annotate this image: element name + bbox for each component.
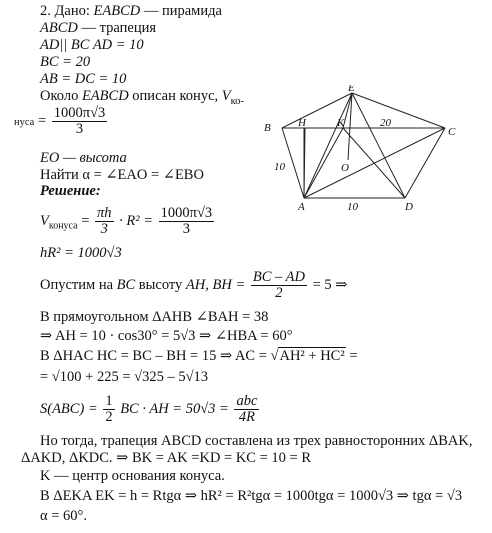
- given-line-7: нуса = $\frac{1000\pi√3}{3}$: [14, 105, 106, 137]
- ah-line: Опустим на BC высоту AH, BH = $\frac{BC - AD}{2}$ = 5 ⇒: [40, 269, 348, 301]
- hr-equation: hR² = 1000√3: [40, 245, 122, 261]
- ah-calc: ⇒ AH = 10 · cos30° = 5√3 ⇒ ∠HBA = 60°: [40, 328, 293, 344]
- given-line-8: EO — высота: [40, 150, 127, 166]
- given-line-2: ABCD — трапеция: [40, 20, 157, 36]
- conclusion-5: α = 60°.: [40, 508, 87, 524]
- segment-ak: [304, 128, 343, 198]
- edge-ec: [352, 93, 445, 128]
- label-ad-length: 10: [347, 201, 358, 210]
- conclusion-3: K — центр основания конуса.: [40, 468, 225, 484]
- conclusion-4: В ΔEKA EK = h = Rtgα ⇒ hR² = R²tgα = 1000tgα = 1000√3 ⇒ tgα = √3: [40, 488, 463, 504]
- conclusion-2: ΔAKD, ΔKDC. ⇒ BK = AK =KD = KC = 10 = R: [21, 450, 312, 466]
- given-line-6: Около EABCD описан конус, $V_{ко-}$: [40, 88, 244, 107]
- segment-kd: [343, 128, 405, 198]
- pyramid-figure: [260, 85, 490, 210]
- label-k: K: [337, 117, 345, 129]
- solution-heading: Решение:: [40, 183, 101, 199]
- given-line-3: AD|| BC AD = 10: [40, 37, 144, 53]
- label-d: D: [405, 201, 413, 210]
- label-h: H: [298, 117, 306, 129]
- sqrt-line: = √100 + 225 = √325 – 5√13: [40, 369, 209, 385]
- label-bc-length: 20: [380, 117, 391, 129]
- label-c: C: [448, 126, 456, 138]
- given-line-4: BC = 20: [40, 54, 91, 70]
- edge-ed: [352, 93, 405, 198]
- label-a: A: [298, 201, 305, 210]
- edge-dc: [405, 128, 445, 198]
- conclusion-1: Но тогда, трапеция ABCD составлена из трех равносторонних ΔBAK,: [40, 433, 473, 449]
- area-line: S(ABC) = $\frac{1}{2}$ BC · AH = 50√3 = $\frac{\text{abc}}{4R}$: [40, 393, 258, 425]
- label-e: E: [348, 85, 355, 94]
- volume-formula: $V_{конуса}$ = $\frac{\pi h}{3}$ · R² = $\frac{1000\pi√3}{3}$: [40, 205, 213, 237]
- edge-ea: [304, 93, 352, 198]
- given-line-1: 2. Дано: EABCD — пирамида: [40, 3, 222, 19]
- label-o: O: [341, 162, 349, 174]
- height-eo: [348, 93, 352, 160]
- label-b: B: [264, 122, 271, 134]
- label-ab-length: 10: [274, 161, 285, 173]
- hac-line: В ΔHAC HC = BC – BH = 15 ⇒ AC = √AH² + HC² =: [40, 348, 358, 364]
- given-line-5: AB = DC = 10: [40, 71, 127, 87]
- triangle-line: В прямоугольном ΔAHB ∠BAH = 38: [40, 309, 269, 325]
- edge-ab: [282, 128, 304, 198]
- given-line-9: Найти α = ∠EAO = ∠EBO: [40, 167, 204, 183]
